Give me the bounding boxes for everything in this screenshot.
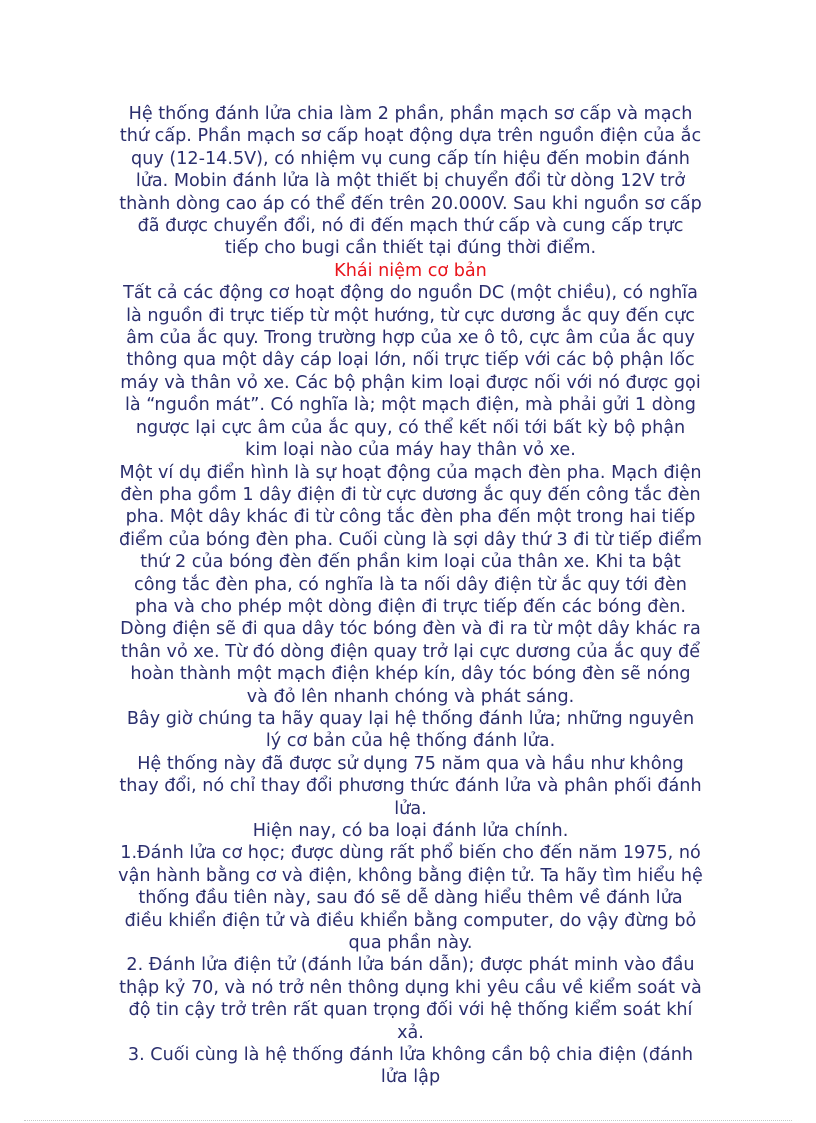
paragraph-three-types: Hiện nay, có ba loại đánh lửa chính.: [252, 821, 569, 841]
paragraph-headlight-example: Một ví dụ điển hình là sự hoạt động của mạch đèn pha. Mạch điện đèn pha gồm 1 dây điện đi từ cực dương ắc quy đến công tắc đèn pha. Một dây khác đi từ công tắc đèn pha đến một trong hai tiếp điểm của bóng đèn pha. Cuối cùng là sợi dây thứ 3 đi từ tiếp điểm thứ 2 của bóng đèn đến phần kim loại của thân xe. Khi ta bật công tắc đèn pha, có nghĩa là ta nối dây điện từ ắc quy tới đèn pha và cho phép một dòng điện đi trực tiếp đến các bóng đèn. Dòng điện sẽ đi qua dây tóc bóng đèn và đi ra từ một dây khác ra thân vỏ xe. Từ đó dòng điện quay trở lại cực dương của ắc quy để hoàn thành một mạch điện khép kín, dây tóc bóng đèn sẽ nóng và đỏ lên nhanh chóng và phát sáng.: [119, 462, 702, 707]
paragraph-ignition-overview: Hệ thống đánh lửa chia làm 2 phần, phần mạch sơ cấp và mạch thứ cấp. Phần mạch sơ cấp hoạt động dựa trên nguồn điện của ắc quy (12-14.5V), có nhiệm vụ cung cấp tín hiệu đến mobin đánh lửa. Mobin đánh lửa là một thiết bị chuyển đổi từ dòng 12V trở thành dòng cao áp có thể đến trên 20.000V. Sau khi nguồn sơ cấp đã được chuyển đổi, nó đi đến mạch thứ cấp và cung cấp trực tiếp cho bugi cần thiết tại đúng thời điểm.: [119, 104, 702, 259]
list-item-distributorless-ignition: 3. Cuối cùng là hệ thống đánh lửa không cần bộ chia điện (đánh lửa lập: [127, 1045, 694, 1088]
paragraph-system-history: Hệ thống này đã được sử dụng 75 năm qua và hầu như không thay đổi, nó chỉ thay đổi phương thức đánh lửa và phân phối đánh lửa.: [119, 753, 702, 819]
list-item-mechanical-ignition: 1.Đánh lửa cơ học; được dùng rất phổ biến cho đến năm 1975, nó vận hành bằng cơ và điện, không bằng điện tử. Ta hãy tìm hiểu hệ thống đầu tiên này, sau đó sẽ dễ dàng hiểu thêm về đánh lửa điều khiển điện tử và điều khiển bằng computer, do vậy đừng bỏ qua phần này.: [118, 843, 703, 954]
list-item-electronic-ignition: 2. Đánh lửa điện tử (đánh lửa bán dẫn); được phát minh vào đầu thập kỷ 70, và nó trở nên thông dụng khi yêu cầu về kiểm soát và độ tin cậy trở trên rất quan trọng đối với hệ thống kiểm soát khí xả.: [119, 955, 702, 1043]
section-heading-basic-concepts: Khái niệm cơ bản: [334, 260, 487, 281]
page-bottom-divider: [24, 1120, 792, 1121]
paragraph-dc-power: Tất cả các động cơ hoạt động do nguồn DC (một chiều), có nghĩa là nguồn đi trực tiếp từ một hướng, từ cực dương ắc quy đến cực âm của ắc quy. Trong trường hợp của xe ô tô, cực âm của ắc quy thông qua một dây cáp loại lớn, nối trực tiếp với các bộ phận lốc máy và thân vỏ xe. Các bộ phận kim loại được nối với nó được gọi là “nguồn mát”. Có nghĩa là; một mạch điện, mà phải gửi 1 dòng ngược lại cực âm của ắc quy, có thể kết nối tới bất kỳ bộ phận kim loại nào của máy hay thân vỏ xe.: [120, 283, 701, 461]
document-body: [118, 103, 703, 1089]
paragraph-back-to-ignition: Bây giờ chúng ta hãy quay lại hệ thống đánh lửa; những nguyên lý cơ bản của hệ thống đánh lửa.: [126, 708, 695, 752]
